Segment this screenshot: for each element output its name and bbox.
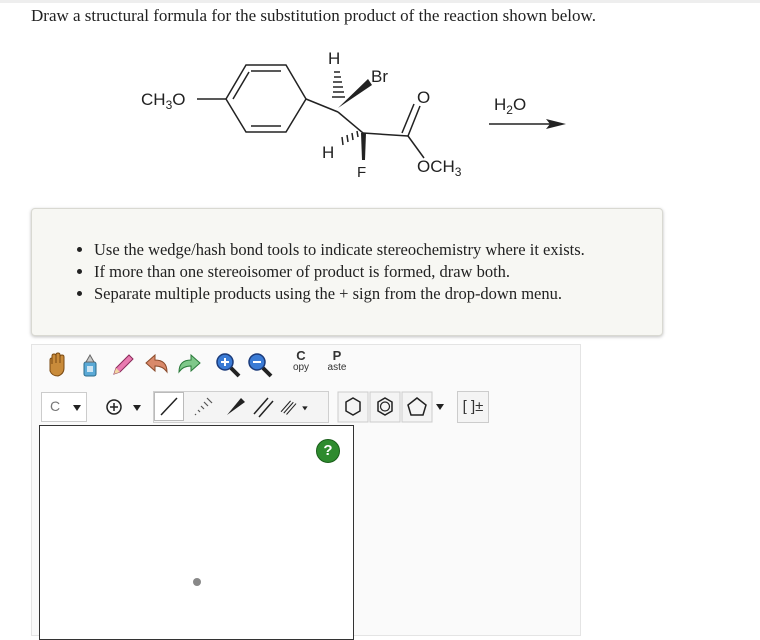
zoom-in-icon[interactable] — [213, 350, 243, 380]
hand-icon[interactable] — [42, 350, 72, 380]
reagent-label: $H_2O$ — [494, 95, 527, 117]
charge-select[interactable] — [93, 392, 145, 422]
c1-c2-bond — [338, 112, 363, 133]
instruction-item: • Separate multiple products using the + sign from the drop-down menu. — [94, 283, 585, 305]
top-h-label: H — [328, 49, 341, 68]
paste-button[interactable] — [323, 350, 351, 374]
plus-circle-icon — [93, 392, 145, 422]
canvas-dot — [193, 578, 201, 586]
methoxy-label: $CH_3O$ — [141, 90, 186, 112]
question-text: Draw a structural formula for the substitution product of the reaction shown below. — [31, 6, 596, 25]
bracket-button[interactable]: [ ]± — [457, 391, 489, 423]
carbonyl-bond-a — [408, 106, 420, 136]
instruction-item: • Use the wedge/hash bond tools to indicate stereochemistry where it exists. — [94, 239, 585, 261]
wedge-bond-br — [338, 79, 372, 108]
benzene-ring — [226, 65, 306, 132]
single-bond-icon — [155, 393, 183, 420]
wedge-bond-f — [361, 133, 366, 160]
copy-button-big: C — [296, 348, 306, 363]
c2-c3-bond — [363, 133, 408, 136]
carbonyl-bond-b — [402, 104, 414, 133]
paste-button-small: aste — [327, 362, 347, 373]
br-label: Br — [371, 67, 388, 86]
single-bond-button[interactable] — [154, 392, 184, 421]
wedge-bond-icon — [221, 393, 249, 421]
ester-bond — [408, 136, 424, 158]
ring-icons — [337, 391, 451, 423]
f-label: F — [357, 164, 367, 181]
undo-icon[interactable] — [142, 350, 172, 380]
hash-bond-button[interactable] — [188, 392, 218, 422]
ester-label: $OCH_3$ — [417, 157, 462, 179]
bottom-h-label: H — [322, 143, 335, 162]
chevron-down-icon — [73, 405, 81, 411]
hash-bond-icon — [189, 393, 217, 421]
element-select[interactable] — [41, 392, 87, 422]
triple-bond-icon — [279, 393, 309, 421]
instructions-box — [31, 208, 663, 336]
copy-button[interactable] — [289, 350, 313, 374]
double-bond-icon — [249, 393, 277, 421]
ring-c1-bond — [306, 99, 338, 112]
triple-bond-button[interactable] — [279, 392, 309, 422]
help-button[interactable]: ? — [316, 439, 340, 463]
drawing-canvas[interactable] — [39, 425, 354, 640]
reaction-scheme — [0, 0, 760, 200]
double-bond-button[interactable] — [248, 392, 278, 422]
eraser-icon[interactable] — [75, 350, 105, 380]
ring-toolbar — [337, 391, 451, 423]
wedge-bond-button[interactable] — [220, 392, 250, 422]
pencil-icon[interactable] — [108, 350, 138, 380]
copy-button-small: opy — [292, 362, 310, 373]
hash-bond-h2 — [342, 131, 358, 145]
element-select-value: C — [50, 398, 61, 414]
paste-button-big: P — [332, 348, 342, 363]
zoom-out-icon[interactable] — [245, 350, 275, 380]
hash-bond-h — [332, 72, 345, 97]
redo-icon[interactable] — [174, 350, 204, 380]
carbonyl-o-label: O — [417, 88, 431, 107]
instructions-list — [94, 239, 585, 305]
instruction-item: • If more than one stereoisomer of product is formed, draw both. — [94, 261, 585, 283]
